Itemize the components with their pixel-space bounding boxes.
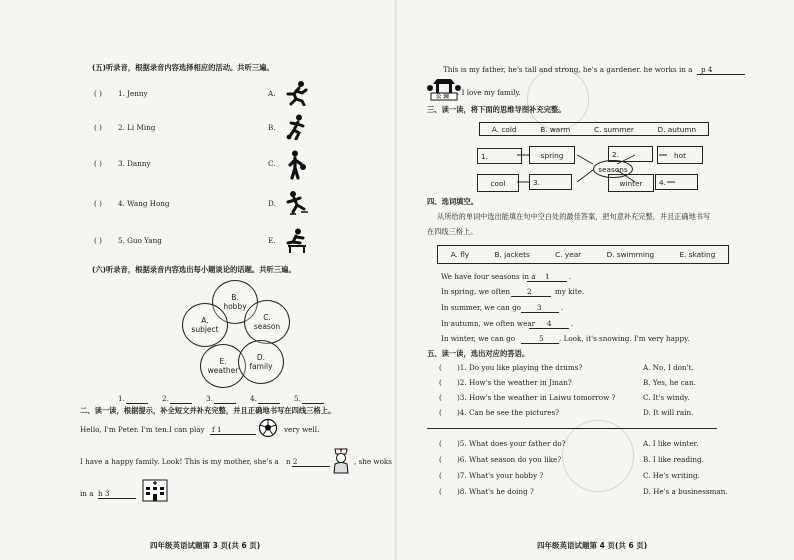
circle-letter: B. (231, 293, 239, 302)
park-sign: 公 园 (436, 94, 449, 100)
section6-heading: (六)听录音，根据录音内容选出每小题谈论的话题。共听三遍。 (92, 265, 296, 274)
match-question: )6. What season do you like? (457, 455, 562, 464)
paren: ( ) (94, 236, 102, 245)
option: C. summer (593, 124, 634, 134)
option-letter: C. (268, 159, 276, 168)
item-label: 3. Danny (118, 159, 151, 168)
answer-blank[interactable] (302, 403, 324, 404)
circle-word: weather (207, 366, 239, 375)
circle-letter: C. (263, 313, 271, 322)
sentence-4-number: 4 (547, 319, 552, 328)
paren: ( ) (94, 89, 102, 98)
map-blank-1[interactable] (477, 148, 522, 164)
passage-line-1-end: very well. (284, 425, 320, 434)
fill-blank-3[interactable] (98, 498, 136, 499)
map-blank-3[interactable] (529, 174, 572, 190)
paren[interactable]: ( (439, 378, 442, 387)
topic-circle-season (244, 300, 290, 344)
paren: ( ) (94, 199, 102, 208)
sentence-1-number: 1 (545, 272, 550, 281)
option: A. fly (450, 250, 470, 259)
hurdling-icon (284, 228, 310, 254)
match-answer: D. It will rain. (643, 408, 694, 417)
fill-blank-4[interactable] (697, 74, 745, 75)
match-question: )7. What's your hobby ? (457, 471, 544, 480)
faint-stamp (527, 68, 589, 130)
match-answer: B. Yes, he can. (643, 378, 696, 387)
football-icon (284, 114, 310, 140)
section4-instruction-2: 在四线三格上。 (427, 227, 478, 236)
answer-label: 4. (250, 394, 257, 403)
section3-heading: 三、读一读，将下面的思维导图补充完整。 (427, 105, 566, 114)
option: D. swimming (606, 250, 655, 259)
divider (427, 428, 717, 429)
item-label: 1. Jenny (118, 89, 148, 98)
sentence-2: In spring, we often (441, 287, 511, 296)
answer-label: 2. (162, 394, 169, 403)
circle-letter: E. (219, 357, 227, 366)
answer-blank[interactable] (258, 403, 280, 404)
passage-line-2-end: , she woks (354, 457, 392, 466)
answer-blank[interactable] (214, 403, 236, 404)
map-node-winter (608, 174, 654, 192)
option-letter: E. (268, 236, 276, 245)
passage-line-2: I have a happy family. Look! This is my mother, she's a (80, 457, 279, 466)
sentence-1-blank[interactable] (527, 281, 567, 282)
sentence-2-end: my kite. (555, 287, 585, 296)
section5-heading: (五)听录音，根据录音内容选择相应的活动。共听三遍。 (92, 63, 274, 72)
section4-heading: 四、选词填空。 (427, 197, 479, 206)
item-label: 5. Guo Yang (118, 236, 162, 245)
match-answer: C. It's windy. (643, 393, 690, 402)
hospital-icon (140, 476, 170, 502)
paren[interactable]: ( (439, 455, 442, 464)
sentence-5: In winter, we can go (441, 334, 516, 343)
answer-label: 1. (118, 394, 125, 403)
faint-stamp (562, 420, 634, 492)
circle-word: family (249, 362, 273, 371)
map-word: spring (540, 150, 564, 160)
topic-circle-subject (182, 303, 228, 347)
section4-instruction-1: 从所给的单词中选出能填在句中空白处的最佳答案，把句意补充完整，并且正确地书写 (437, 212, 711, 221)
option: A. cold (491, 124, 517, 134)
sentence-1-end: . (569, 272, 572, 281)
sentence-3-end: . (561, 303, 564, 312)
sentence-5-number: 5 (539, 334, 544, 343)
blank-4-hint: p 4 (701, 65, 713, 74)
sentence-3-blank[interactable] (521, 312, 559, 313)
circle-letter: A. (201, 316, 209, 325)
match-question: )3. How's the weather in Laiwu tomorrow ? (457, 393, 616, 402)
answer-label: 3. (206, 394, 213, 403)
answer-blank[interactable] (170, 403, 192, 404)
circle-word: season (253, 322, 281, 331)
option-letter: A. (268, 89, 276, 98)
sentence-3: In summer, we can go (441, 303, 522, 312)
sentence-5-end: . Look, it's snowing. I'm very happy. (559, 334, 690, 343)
nurse-icon (330, 444, 352, 474)
option-letter: D. (268, 199, 276, 208)
match-question: )5. What does your father do? (457, 439, 566, 448)
paren: ( ) (94, 159, 102, 168)
map-number: 3. (533, 177, 540, 187)
option: B. warm (540, 124, 571, 134)
option: E. skating (679, 250, 716, 259)
option-letter: B. (268, 123, 276, 132)
skating-icon (284, 190, 310, 216)
sentence-4: In autumn, we often wear (441, 319, 536, 328)
map-number: 2. (612, 149, 619, 159)
map-number: 1. (481, 151, 488, 161)
section3-options-box (479, 122, 709, 136)
option: C. year (555, 250, 582, 259)
paren: ( ) (94, 123, 102, 132)
match-answer: A. No, I don't. (643, 363, 694, 372)
match-answer: B. I like reading. (643, 455, 704, 464)
page-footer-left: 四年级英语试题第 3 页(共 6 页) (150, 541, 261, 550)
sentence-4-end: . (571, 319, 574, 328)
basketball-icon (284, 150, 308, 180)
map-word: seasons (598, 164, 628, 174)
map-number: 4. (659, 177, 666, 187)
running-icon (284, 80, 310, 106)
right-page (397, 0, 794, 560)
match-answer: D. He's a businessman. (643, 487, 728, 496)
fill-blank-1[interactable] (210, 434, 256, 435)
map-node-spring (529, 146, 575, 164)
paren[interactable]: ( (439, 393, 442, 402)
sentence-4-blank[interactable] (529, 328, 569, 329)
item-label: 4. Wang Hong (118, 199, 170, 208)
map-node-cool (477, 174, 519, 192)
map-node-hot (657, 146, 703, 164)
circle-letter: D. (256, 353, 266, 362)
map-word: hot (674, 150, 686, 160)
match-question: )4. Can he see the pictures? (457, 408, 560, 417)
answer-blank[interactable] (126, 403, 148, 404)
paren[interactable]: ( (439, 408, 442, 417)
match-answer: A. I like winter. (643, 439, 699, 448)
section2-heading: 二、读一读，根据提示，补全短文并补充完整，并且正确地书写在四线三格上。 (80, 406, 336, 415)
map-word: cool (490, 178, 506, 188)
map-blank-4[interactable] (655, 174, 698, 190)
paren[interactable]: ( (439, 487, 442, 496)
circle-word: subject (191, 325, 219, 334)
paren[interactable]: ( (439, 363, 442, 372)
section4-options-box (437, 245, 729, 264)
sentence-3-number: 3 (537, 303, 542, 312)
top-line-2: . I love my family. (457, 88, 521, 97)
passage-line-3: in a (80, 489, 94, 498)
match-question: )1. Do you like playing the drums? (457, 363, 583, 372)
match-question: )8. What's he doing ? (457, 487, 534, 496)
top-line: This is my father, he's tall and strong, he's a gardener. he works in a (443, 65, 693, 74)
paren[interactable]: ( (439, 471, 442, 480)
sentence-5-blank[interactable] (521, 343, 559, 344)
section5-heading: 五、读一读，选出对应的答语。 (427, 349, 530, 358)
blank-2-hint: n 2 (286, 457, 298, 466)
answer-label: 5. (294, 394, 301, 403)
passage-line-1: Hello, I'm Peter. I'm ten.I can play (80, 425, 205, 434)
match-answer: C. He's writing. (643, 471, 700, 480)
match-question: )2. How's the weather in Jinan? (457, 378, 572, 387)
sentence-2-blank[interactable] (511, 296, 551, 297)
blank-3-hint: h 3 (98, 489, 110, 498)
option: B. jackets (494, 250, 530, 259)
paren[interactable]: ( (439, 439, 442, 448)
circle-word: hobby (223, 302, 247, 311)
page-footer-right: 四年级英语试题第 4 页(共 6 页) (537, 541, 648, 550)
option: D. autumn (657, 124, 697, 134)
topic-circle-family (238, 340, 284, 384)
football-ball-icon (258, 418, 278, 438)
blank-1-hint: f 1 (212, 425, 222, 434)
item-label: 2. Li Ming (118, 123, 156, 132)
map-word: winter (619, 178, 643, 188)
sentence-2-number: 2 (527, 287, 532, 296)
fill-blank-2[interactable] (292, 466, 330, 467)
sentence-1: We have four seasons in a (441, 272, 536, 281)
